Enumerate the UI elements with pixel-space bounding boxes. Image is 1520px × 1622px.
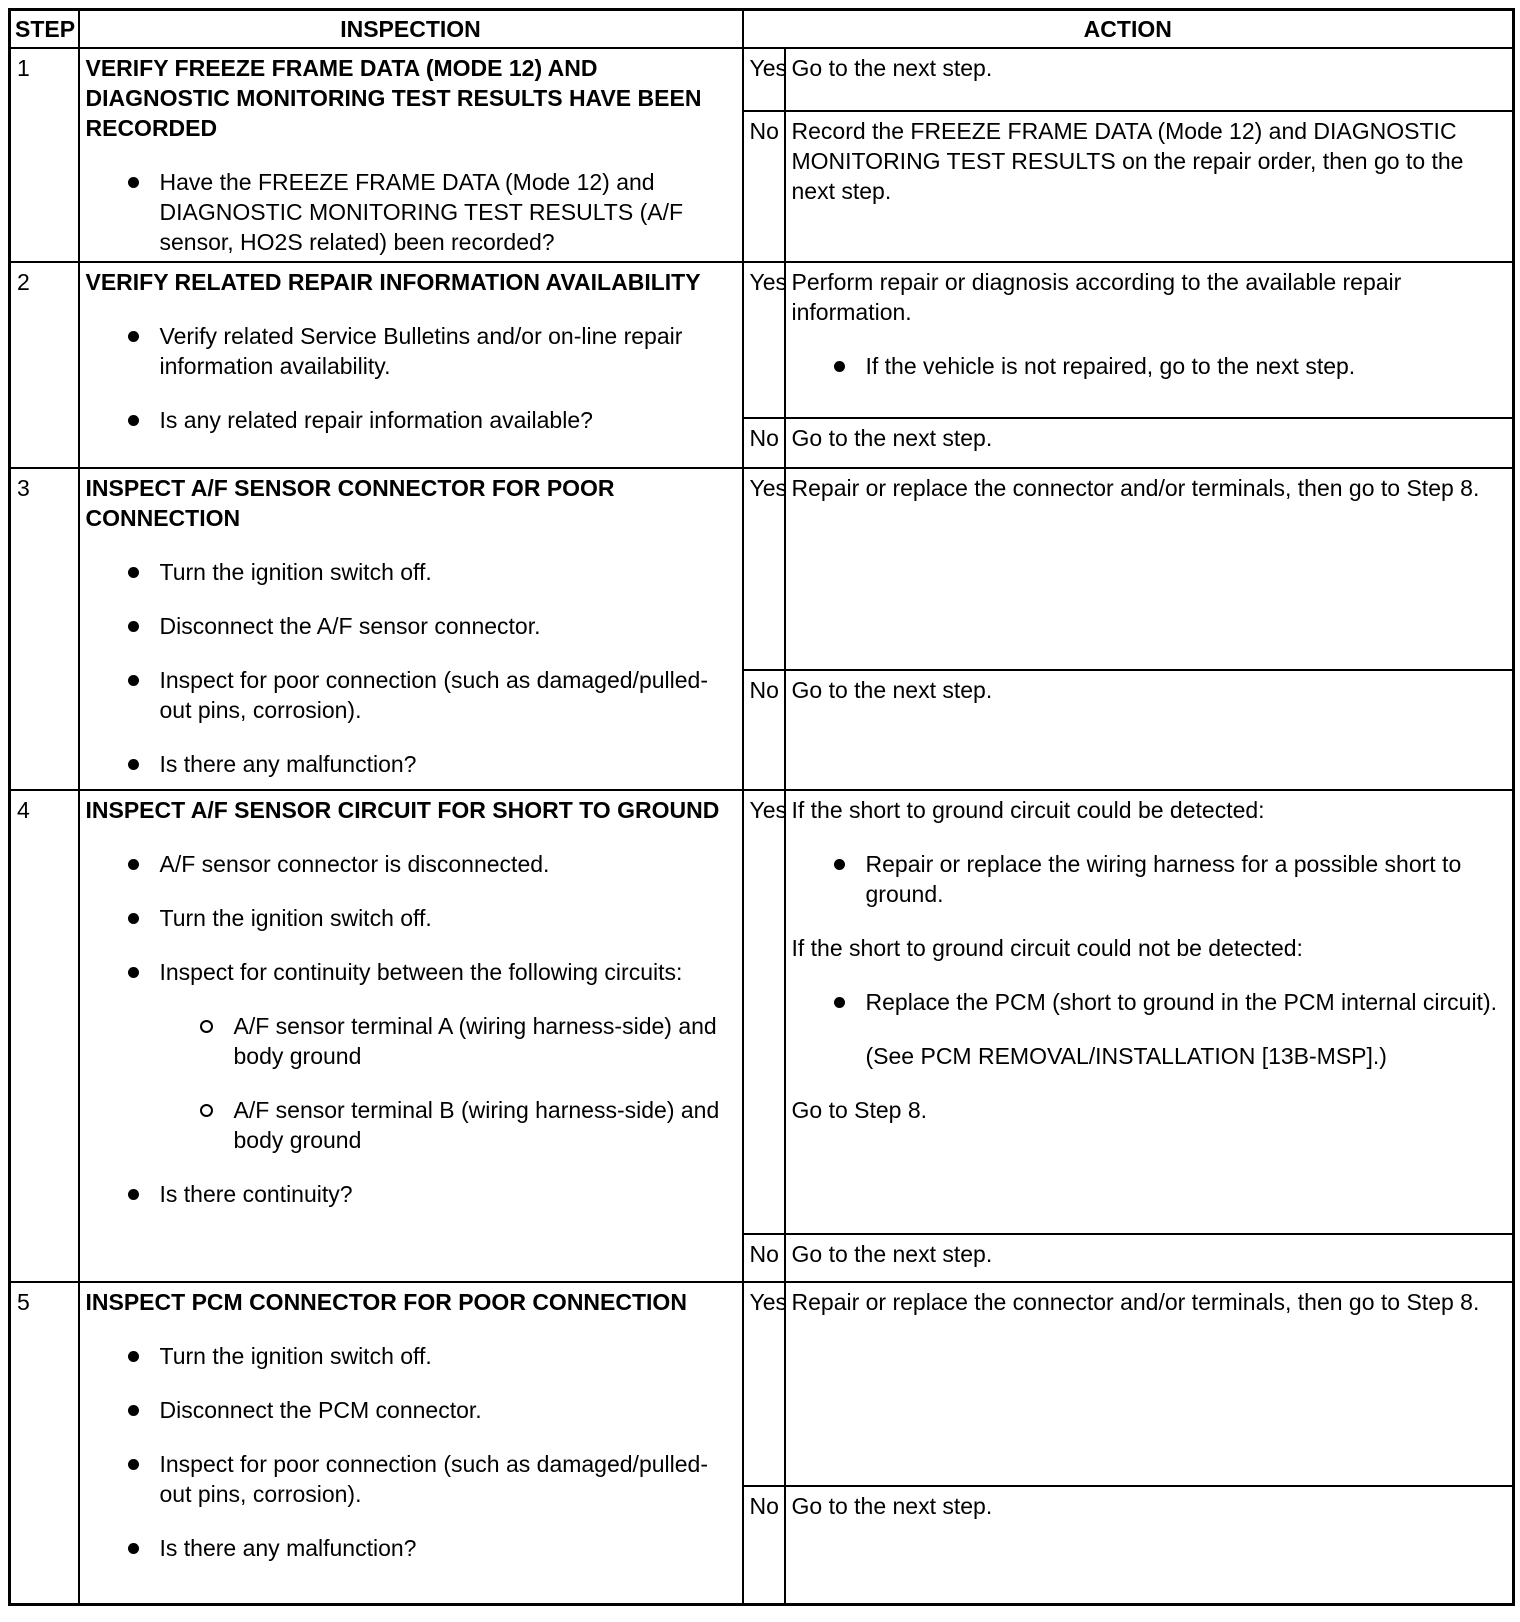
bullet-item: Is there any malfunction? <box>86 749 736 779</box>
yes-label: Yes <box>743 48 785 111</box>
step-number: 5 <box>10 1282 79 1604</box>
bullet-item: Inspect for poor connection (such as damaged/pulled-out pins, corrosion). <box>86 1449 736 1509</box>
step-5-yes-row <box>10 1282 1514 1486</box>
bullet-item: Verify related Service Bulletins and/or on-line repair information availability. <box>86 321 736 381</box>
no-label: No <box>743 111 785 262</box>
bullet-item: Is there any malfunction? <box>86 1533 736 1563</box>
bullet-item: Turn the ignition switch off. <box>86 903 736 933</box>
table-header-row <box>10 10 1514 49</box>
no-action <box>785 670 1514 790</box>
step-title: INSPECT PCM CONNECTOR FOR POOR CONNECTION <box>85 1289 687 1315</box>
action-text: If the short to ground circuit could be detected: <box>791 797 1265 823</box>
sub-bullet-item: A/F sensor terminal A (wiring harness-side) and body ground <box>160 1011 736 1071</box>
no-action <box>785 418 1514 468</box>
no-label: No <box>743 418 785 468</box>
yes-label: Yes <box>743 468 785 670</box>
yes-label: Yes <box>743 1282 785 1486</box>
action-text: Go to Step 8. <box>791 1097 928 1123</box>
bullet-item: Is any related repair information available? <box>86 405 736 435</box>
step-2-yes-row <box>10 262 1514 418</box>
bullet-item: A/F sensor connector is disconnected. <box>86 849 736 879</box>
step-number: 1 <box>10 48 79 262</box>
action-text: Go to the next step. <box>791 677 993 703</box>
bullet-item: Turn the ignition switch off. <box>86 557 736 587</box>
step-inspection <box>79 790 743 1282</box>
inspection-bullets <box>86 1341 736 1563</box>
step-title: INSPECT A/F SENSOR CIRCUIT FOR SHORT TO GROUND <box>85 797 720 823</box>
action-text: Go to the next step. <box>791 1493 993 1519</box>
action-text: If the short to ground circuit could not be detected: <box>791 935 1303 961</box>
step-4-yes-row <box>10 790 1514 1234</box>
step-1-yes-row <box>10 48 1514 111</box>
yes-label: Yes <box>743 790 785 1234</box>
action-text: Record the FREEZE FRAME DATA (Mode 12) and DIAGNOSTIC MONITORING TEST RESULTS on the repair order, then go to the next step. <box>791 118 1464 205</box>
header-step: STEP <box>10 10 79 49</box>
no-label: No <box>743 1234 785 1282</box>
step-inspection <box>79 48 743 262</box>
action-text: Repair or replace the connector and/or terminals, then go to Step 8. <box>791 475 1480 501</box>
bullet-item <box>86 957 736 1155</box>
action-text: Go to the next step. <box>791 55 993 81</box>
step-title: VERIFY RELATED REPAIR INFORMATION AVAILABILITY <box>85 269 701 295</box>
step-inspection <box>79 468 743 790</box>
sub-bullets <box>160 1011 736 1155</box>
bullet-item: Have the FREEZE FRAME DATA (Mode 12) and DIAGNOSTIC MONITORING TEST RESULTS (A/F sensor, HO2S related) been recorded? <box>86 167 736 257</box>
action-text: Go to the next step. <box>791 1241 993 1267</box>
step-3-yes-row <box>10 468 1514 670</box>
no-label: No <box>743 670 785 790</box>
action-text: Go to the next step. <box>791 425 993 451</box>
inspection-bullets <box>86 849 736 1209</box>
action-bullets <box>792 987 1507 1017</box>
action-bullets <box>792 849 1507 909</box>
bullet-item: Inspect for poor connection (such as damaged/pulled-out pins, corrosion). <box>86 665 736 725</box>
step-title: INSPECT A/F SENSOR CONNECTOR FOR POOR CONNECTION <box>85 475 615 531</box>
header-action: ACTION <box>743 10 1514 49</box>
bullet-item: Disconnect the A/F sensor connector. <box>86 611 736 641</box>
action-text: Repair or replace the connector and/or terminals, then go to Step 8. <box>791 1289 1480 1315</box>
sub-bullet-item: A/F sensor terminal B (wiring harness-side) and body ground <box>160 1095 736 1155</box>
yes-action <box>785 262 1514 418</box>
inspection-bullets <box>86 167 736 257</box>
action-text: Perform repair or diagnosis according to the available repair information. <box>791 269 1402 325</box>
header-inspection: INSPECTION <box>79 10 743 49</box>
yes-action <box>785 1282 1514 1486</box>
no-action <box>785 1486 1514 1604</box>
bullet-item: Replace the PCM (short to ground in the PCM internal circuit). <box>792 987 1507 1017</box>
step-title: VERIFY FREEZE FRAME DATA (MODE 12) AND DIAGNOSTIC MONITORING TEST RESULTS HAVE BEEN RECORDED <box>85 55 702 141</box>
yes-action <box>785 790 1514 1234</box>
inspection-bullets <box>86 557 736 779</box>
bullet-item: Repair or replace the wiring harness for a possible short to ground. <box>792 849 1507 909</box>
bullet-item: If the vehicle is not repaired, go to the next step. <box>792 351 1507 381</box>
yes-action <box>785 468 1514 670</box>
reference-text: (See PCM REMOVAL/INSTALLATION [13B-MSP].) <box>865 1043 1387 1069</box>
step-number: 4 <box>10 790 79 1282</box>
step-inspection <box>79 262 743 468</box>
yes-action <box>785 48 1514 111</box>
no-action <box>785 1234 1514 1282</box>
action-bullets <box>792 351 1507 381</box>
diagnostic-table <box>8 8 1515 1606</box>
step-inspection <box>79 1282 743 1604</box>
bullet-item: Turn the ignition switch off. <box>86 1341 736 1371</box>
bullet-text: Inspect for continuity between the following circuits: <box>159 959 683 985</box>
yes-label: Yes <box>743 262 785 418</box>
bullet-item: Is there continuity? <box>86 1179 736 1209</box>
no-label: No <box>743 1486 785 1604</box>
no-action <box>785 111 1514 262</box>
bullet-item: Disconnect the PCM connector. <box>86 1395 736 1425</box>
step-number: 2 <box>10 262 79 468</box>
step-number: 3 <box>10 468 79 790</box>
inspection-bullets <box>86 321 736 435</box>
